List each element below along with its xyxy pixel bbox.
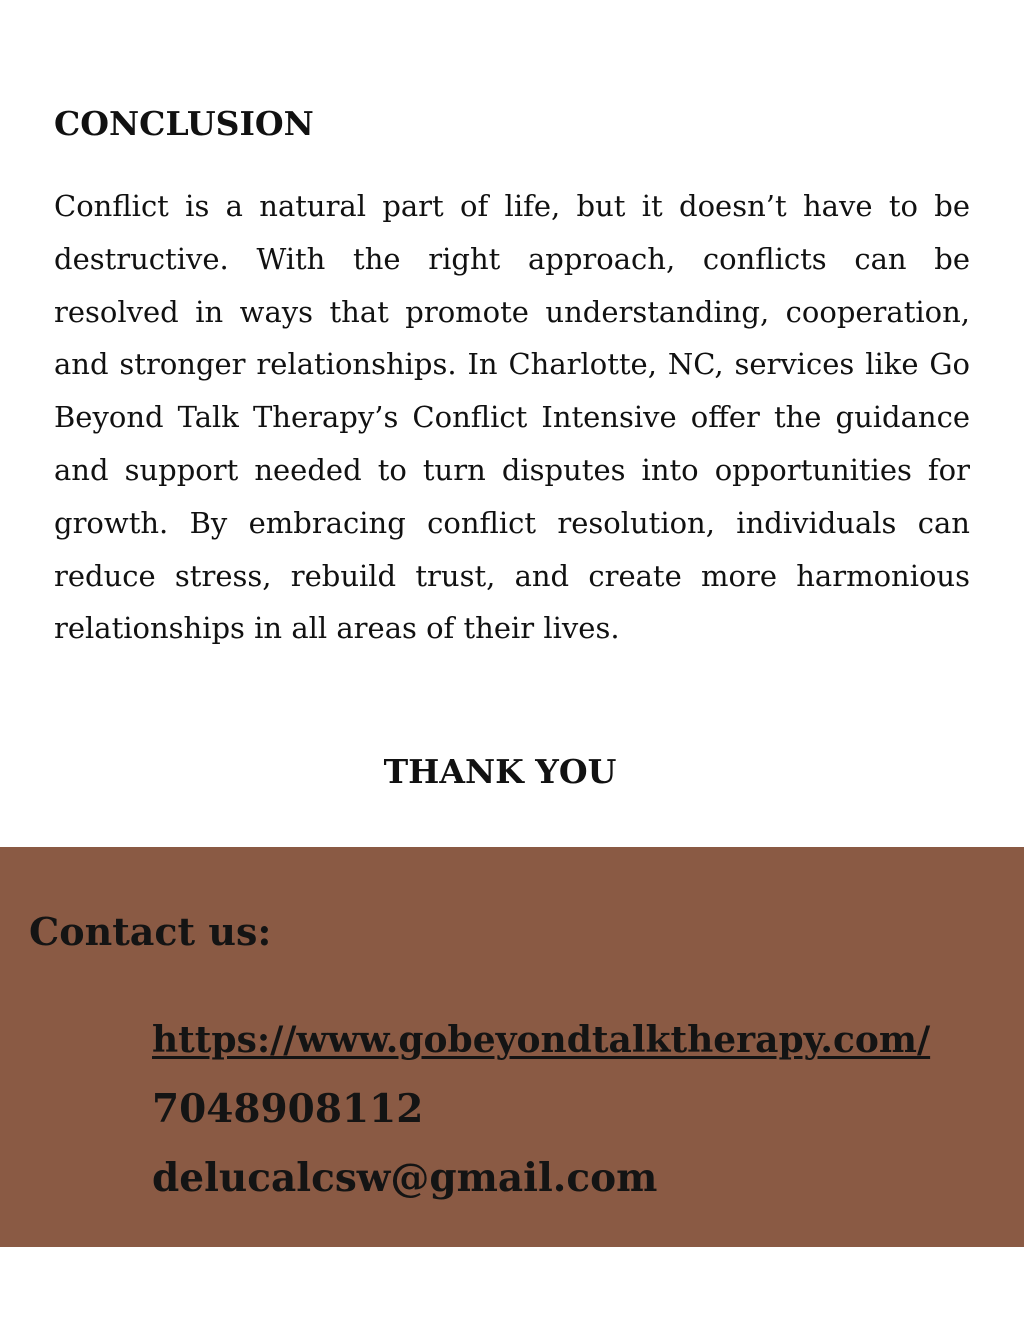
contact-email: delucalcsw@gmail.com [152, 1155, 658, 1201]
website-link[interactable]: https://www.gobeyondtalktherapy.com/ [152, 1019, 931, 1061]
contact-website-item [152, 1005, 930, 1075]
conclusion-paragraph: Conflict is a natural part of life, but it doesn’t have to be destructive. With the right approach, conflicts can be resolved in ways that promote understanding, cooperation, and stronger relationships. In Charlotte, NC, services like Go Beyond Talk Therapy’s Conflict Intensive offer the guidance and support needed to turn disputes into opportunities for growth. By embracing conflict resolution, individuals can reduce stress, rebuild trust, and create more harmonious relationships in all areas of their lives. [54, 189, 970, 646]
thank-you-heading: THANK YOU [383, 752, 617, 791]
contact-section [0, 847, 1024, 1247]
contact-heading: Contact us: [29, 909, 272, 954]
conclusion-heading: CONCLUSION [54, 104, 314, 143]
contact-list [152, 1005, 930, 1213]
contact-phone: 7048908112 [152, 1086, 424, 1132]
